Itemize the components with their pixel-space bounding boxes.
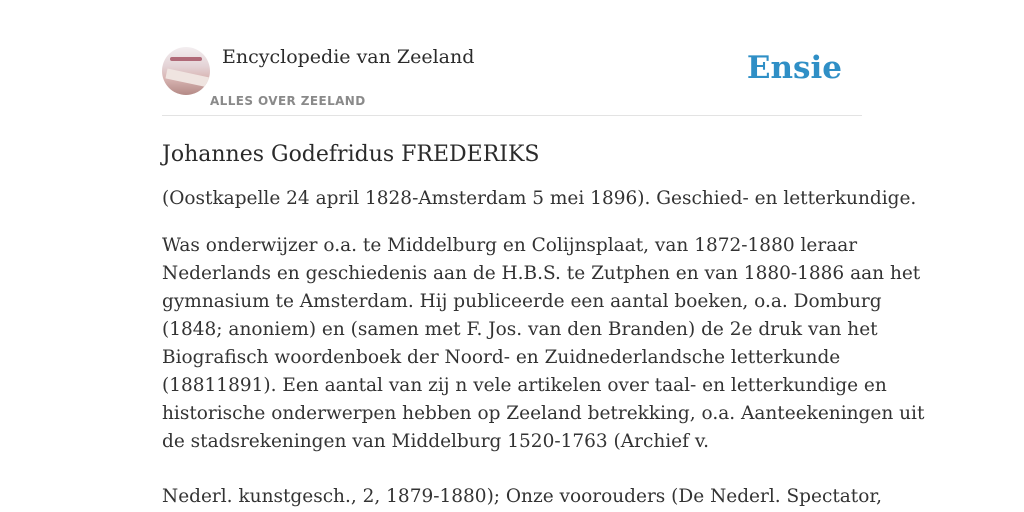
article-lead: (Oostkapelle 24 april 1828-Amsterdam 5 mei 1896). Geschied- en letterkundige. — [162, 188, 917, 209]
paragraph-line: de stadsrekeningen van Middelburg 1520-1763 (Archief v. — [162, 431, 709, 452]
brand-logo[interactable]: Ensie — [746, 50, 842, 86]
paragraph-line: Was onderwijzer o.a. te Middelburg en Colijnsplaat, van 1872-1880 leraar — [162, 235, 858, 256]
paragraph-line: Biografisch woordenboek der Noord- en Zuidnederlandsche letterkunde — [162, 347, 841, 368]
paragraph-line: historische onderwerpen hebben op Zeeland betrekking, o.a. Aanteekeningen uit — [162, 403, 925, 424]
site-avatar[interactable] — [162, 47, 210, 95]
avatar-decoration — [170, 57, 202, 61]
article-content — [162, 138, 925, 511]
paragraph-line: gymnasium te Amsterdam. Hij publiceerde een aantal boeken, o.a. Domburg — [162, 291, 882, 312]
site-title[interactable]: Encyclopedie van Zeeland — [222, 46, 475, 68]
article-title: Johannes Godefridus FREDERIKS — [162, 142, 540, 167]
paragraph-line: (18811891). Een aantal van zij n vele artikelen over taal- en letterkundige en — [162, 375, 887, 396]
article-paragraph-2: Nederl. kunstgesch., 2, 1879-1880); Onze voorouders (De Nederl. Spectator, — [162, 486, 883, 507]
paragraph-line: Nederlands en geschiedenis aan de H.B.S. te Zutphen en van 1880-1886 aan het — [162, 263, 921, 284]
header-divider — [162, 115, 862, 116]
site-subtitle: ALLES OVER ZEELAND — [210, 94, 366, 108]
article-paragraph — [162, 232, 925, 456]
paragraph-line: (1848; anoniem) en (samen met F. Jos. van den Branden) de 2e druk van het — [162, 319, 878, 340]
site-header — [162, 0, 862, 116]
avatar-decoration — [165, 69, 210, 88]
